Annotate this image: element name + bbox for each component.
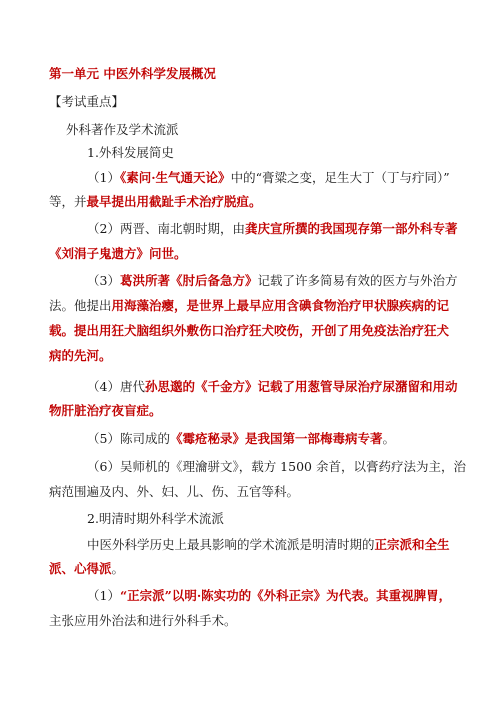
- paragraph-7-line-1: [87, 537, 450, 553]
- paragraph-7-line-2: [49, 561, 124, 577]
- highlight: 物肝脏治疗夜盲症。: [49, 403, 162, 418]
- paragraph-8-line-1: [87, 588, 451, 604]
- paragraph-4-line-1: [87, 379, 457, 395]
- highlight: 用海藻治瘿，是世界上最早应用含碘食物治疗甲状腺疾病的记: [111, 298, 450, 313]
- paragraph-3-line-3: [49, 323, 449, 339]
- text: （1）: [87, 170, 120, 185]
- paragraph-5-line-1: [87, 431, 395, 447]
- text: （2）两晋、南北朝时期，由: [87, 221, 245, 236]
- paragraph-3-line-1: [87, 273, 457, 289]
- section-heading: 外科著作及学术流派: [66, 122, 179, 137]
- text: （1）: [87, 588, 120, 603]
- text: 记载了许多简易有效的医方与外治方: [257, 273, 458, 288]
- paragraph-6-line-1: [87, 459, 466, 475]
- highlight: 《霉疮秘录》是我国第一部梅毒病专著: [169, 431, 383, 446]
- text: 等，并: [49, 194, 87, 209]
- text: 病范围遍及内、外、妇、儿、伤、五官等科。: [49, 484, 300, 499]
- text: （5）陈司成的: [87, 431, 170, 446]
- highlight: 龚庆宣所撰的我国现存第一部外科专著: [244, 221, 458, 236]
- text: 法。他提出: [49, 298, 112, 313]
- paragraph-2-line-1: [87, 221, 457, 237]
- paragraph-8-line-2: [49, 613, 237, 629]
- text: 主张应用外治法和进行外科手术。: [49, 613, 237, 628]
- paragraph-6-line-2: [49, 484, 299, 500]
- text: （6）吴师机的《理瀹骈文》，载方 1500 余首，以膏药疗法为主，治: [87, 459, 466, 474]
- text: （3）: [87, 273, 120, 288]
- unit-title: 第一单元 中医外科学发展概况: [49, 66, 216, 81]
- highlight: 派、心得派: [49, 561, 112, 576]
- highlight: “正宗派”以明·陈实功的《外科正宗》为代表。其重视脾胃，: [119, 588, 452, 603]
- highlight: 《素问·生气通天论》: [119, 170, 231, 185]
- highlight: 最早提出用截趾手术治疗脱疽。: [86, 194, 262, 209]
- highlight: 病的先河。: [49, 348, 112, 363]
- highlight: 载。提出用狂犬脑组织外敷伤口治疗狂犬咬伤，开创了用免疫法治疗狂犬: [49, 323, 450, 338]
- highlight: 正宗派和全生: [374, 537, 450, 552]
- paragraph-4-line-2: [49, 403, 162, 419]
- key-points-label: 【考试重点】: [49, 94, 125, 109]
- highlight: 葛洪所著《肘后备急方》: [119, 273, 258, 288]
- highlight: 《刘涓子鬼遗方》问世。: [49, 246, 187, 261]
- text: 中的“膏粱之变，足生大丁（丁与疔同）”: [230, 170, 450, 185]
- paragraph-1-line-2: [49, 194, 262, 210]
- paragraph-3-line-4: [49, 348, 112, 364]
- text: （4）唐代: [87, 379, 145, 394]
- subsection-title-2: 2.明清时期外科学术流派: [87, 511, 224, 526]
- paragraph-2-line-2: [49, 246, 187, 262]
- paragraph-3-line-2: [49, 298, 449, 314]
- text: 中医外科学历史上最具影响的学术流派是明清时期的: [87, 537, 375, 552]
- text: 。: [111, 561, 125, 576]
- subsection-title-1: 1.外科发展简史: [87, 145, 174, 160]
- text: 。: [382, 431, 395, 446]
- paragraph-1-line-1: [87, 170, 450, 186]
- highlight: 孙思邈的《千金方》记载了用葱管导尿治疗尿潴留和用动: [144, 379, 458, 394]
